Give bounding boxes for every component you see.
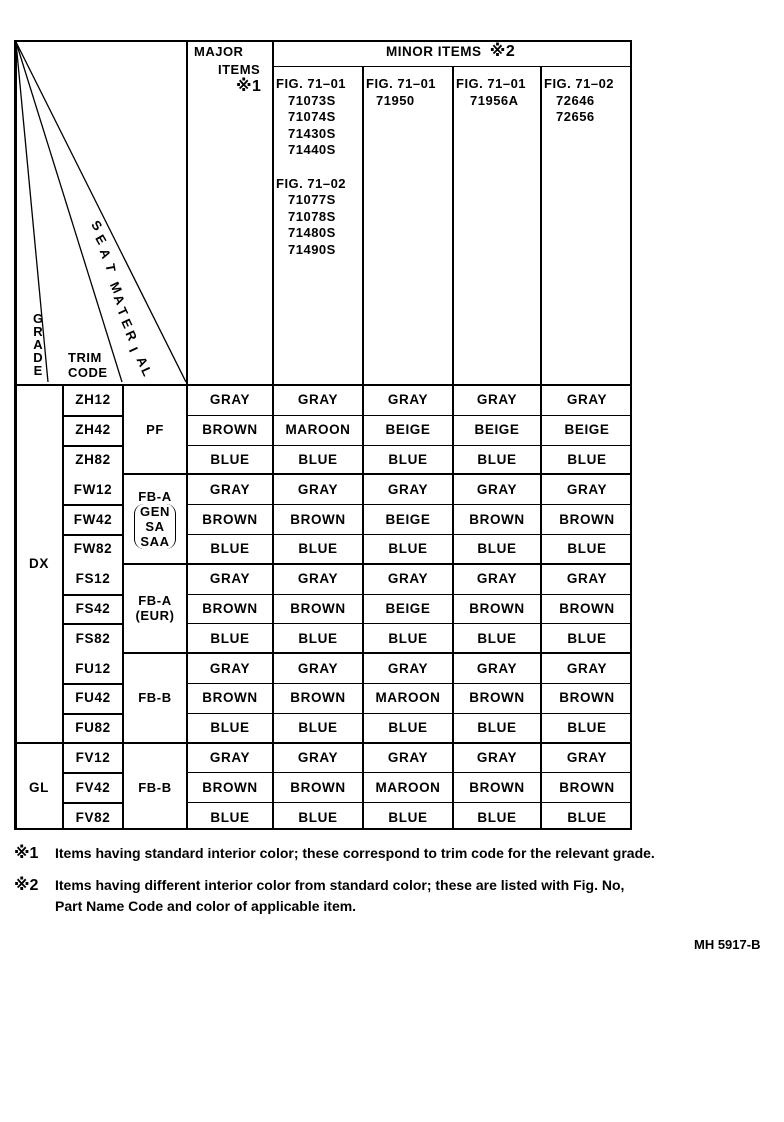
color-cell: BLUE [210,451,250,467]
color-cell: BLUE [298,809,338,825]
color-cell: GRAY [476,481,518,497]
grade-gl: GL [29,779,49,795]
table-left-border [14,40,17,830]
seat-material-cell [124,385,186,474]
seat-material-cell [124,653,186,742]
color-cell: GRAY [387,749,429,765]
color-cell: BLUE [210,720,250,736]
grade-dx: DX [29,556,49,572]
material-right-border [186,384,188,830]
trim-code-cell: FU82 [75,720,111,736]
color-cell: GRAY [566,392,608,408]
color-cell: BLUE [477,809,517,825]
fig-reference: FIG. 71–02 [544,76,615,91]
color-cell: MAROON [375,779,441,795]
material-letter: R [122,328,141,344]
trim-row-divider [62,623,122,625]
material-letter: L [138,364,156,379]
color-cell: MAROON [375,690,441,706]
color-cell: GRAY [566,749,608,765]
grade-letter: D [33,350,43,365]
color-cell: BROWN [469,690,525,706]
part-name-code: 72646 [556,92,595,108]
row-divider [186,772,632,773]
trim-row-divider [62,504,122,506]
trim-code-cell: ZH42 [75,422,111,438]
major-items-left-border [186,40,188,384]
color-cell: GRAY [387,660,429,676]
trim-row-divider [62,534,122,536]
minor-col-divider [362,66,364,830]
part-name-code: 71430S [288,125,336,141]
color-cell: BLUE [567,451,607,467]
trim-code-cell: FW12 [73,481,113,497]
note1-mark: ※1 [14,845,39,862]
color-cell: GRAY [297,392,339,408]
color-cell: BEIGE [385,511,431,527]
color-cell: BROWN [559,779,615,795]
color-cell: BLUE [388,451,428,467]
color-cell: BROWN [290,511,346,527]
color-cell: GRAY [209,481,251,497]
trim-code-cell: FS42 [75,600,111,616]
color-cell: GRAY [476,660,518,676]
row-divider [186,415,632,416]
minor-items-note-mark: ※2 [489,43,516,60]
color-cell: BROWN [559,690,615,706]
color-cell: BLUE [477,720,517,736]
color-cell: GRAY [476,749,518,765]
color-cell: BLUE [477,451,517,467]
part-name-code: 71077S [288,192,336,208]
color-cell: GRAY [476,392,518,408]
row-divider [186,445,632,446]
grade-right-border [62,384,64,830]
color-cell: BLUE [477,630,517,646]
trim-label-line1: TRIM [68,350,102,365]
grade-letter: G [32,311,44,326]
seat-letter: S [88,217,106,235]
color-cell: BLUE [298,451,338,467]
color-cell: GRAY [297,481,339,497]
trim-code-cell: FS12 [75,571,111,587]
minor-col1-left-border [272,40,274,830]
color-cell: BEIGE [474,422,520,438]
color-cell: BROWN [290,779,346,795]
part-name-code: 71956A [470,92,519,108]
group-divider [122,563,632,565]
major-items-note-mark: ※1 [236,78,262,95]
color-cell: GRAY [566,571,608,587]
fig-reference: FIG. 71–01 [366,76,437,91]
trim-code-cell: FV82 [75,809,111,825]
material-line: SAA [140,534,170,550]
trim-code-cell: FU42 [75,690,111,706]
color-cell: GRAY [387,571,429,587]
color-cell: MAROON [285,422,351,438]
fig-reference: FIG. 71–01 [276,76,347,91]
row-divider [186,713,632,714]
color-cell: GRAY [566,660,608,676]
fig-reference: FIG. 71–01 [456,76,527,91]
seat-letter: A [96,246,115,262]
material-line: SA [145,519,165,535]
color-cell: BROWN [202,422,258,438]
trim-row-divider [62,594,122,596]
row-divider [186,504,632,505]
color-cell: BLUE [210,630,250,646]
color-cell: GRAY [297,571,339,587]
grade-divider [14,742,122,744]
seat-material-cell [124,474,186,563]
part-name-code: 71440S [288,142,336,158]
color-cell: BLUE [298,541,338,557]
trim-code-cell: ZH82 [75,451,111,467]
part-name-code: 71074S [288,109,336,125]
part-name-code: 71480S [288,225,336,241]
trim-code-cell: FU12 [75,660,111,676]
color-cell: BLUE [388,720,428,736]
row-divider [186,683,632,684]
color-cell: BLUE [210,809,250,825]
trim-row-divider [62,713,122,715]
color-cell: GRAY [297,660,339,676]
material-line: FB-B [138,690,172,706]
color-cell: BROWN [202,600,258,616]
color-cell: BLUE [567,630,607,646]
grade-letter: E [33,363,43,378]
row-divider [186,534,632,535]
part-name-code: 71073S [288,92,336,108]
trim-row-divider [62,772,122,774]
material-line: FB-A [138,489,172,505]
color-cell: BLUE [567,720,607,736]
major-items-label-line1: MAJOR [194,44,244,59]
color-cell: GRAY [476,571,518,587]
trim-right-border [122,384,124,830]
row-divider [186,594,632,595]
fig-reference: FIG. 71–02 [276,175,347,191]
material-variants [134,504,176,549]
seat-letter: T [102,262,119,274]
material-letter: M [106,279,126,297]
note2-text-line2: Part Name Code and color of applicable item. [55,898,357,914]
color-cell: BROWN [469,600,525,616]
group-divider [122,652,632,654]
material-letter: E [118,316,136,332]
color-cell: BLUE [298,720,338,736]
minor-items-text: MINOR ITEMS [386,44,482,59]
color-cell: BROWN [290,600,346,616]
color-cell: GRAY [297,749,339,765]
seat-material-cell [124,743,186,832]
material-letter: A [133,354,152,370]
color-cell: BLUE [298,630,338,646]
trim-row-divider [62,445,122,447]
group-divider [122,742,632,744]
trim-code-cell: FV12 [75,749,111,765]
color-cell: GRAY [566,481,608,497]
row-divider [186,623,632,624]
trim-row-divider [62,683,122,685]
material-line: (EUR) [135,608,175,624]
trim-label-line2: CODE [68,365,108,380]
grade-letter: A [33,337,43,352]
color-cell: BLUE [567,541,607,557]
color-cell: GRAY [387,392,429,408]
note2-text-line1: Items having different interior color from standard color; these are listed with Fig. No, [55,877,625,893]
major-items-label-line2: ITEMS [218,62,261,77]
color-cell: BEIGE [385,422,431,438]
color-cell: BROWN [202,690,258,706]
color-cell: BLUE [388,630,428,646]
color-cell: GRAY [209,392,251,408]
material-letter: I [125,344,142,355]
material-line: FB-A [138,593,172,609]
part-name-code: 72656 [556,109,595,125]
color-cell: BROWN [469,511,525,527]
seat-letter: E [92,232,110,248]
color-cell: GRAY [387,481,429,497]
interior-color-table [14,40,632,830]
color-cell: BLUE [567,809,607,825]
material-line: PF [146,422,164,438]
color-cell: BROWN [202,511,258,527]
color-cell: BROWN [290,690,346,706]
color-cell: BLUE [477,541,517,557]
table-right-border [630,40,632,830]
part-name-code: 71950 [376,92,415,108]
color-cell: GRAY [209,571,251,587]
part-name-code: 71078S [288,208,336,224]
figure-code: MH 5917-B [694,937,761,952]
minor-col-divider [452,66,454,830]
color-cell: BLUE [388,809,428,825]
color-cell: GRAY [209,660,251,676]
trim-code-cell: FV42 [75,779,111,795]
color-cell: BEIGE [385,600,431,616]
seat-material-cell [124,564,186,653]
row-divider [186,802,632,803]
color-cell: BROWN [469,779,525,795]
color-cell: GRAY [209,749,251,765]
color-cell: BLUE [388,541,428,557]
part-name-code: 71490S [288,242,336,257]
trim-row-divider [62,802,122,804]
material-letter: A [110,292,129,308]
note2-mark: ※2 [14,877,39,894]
trim-code-cell: ZH12 [75,392,111,408]
table-top-border [14,40,632,42]
trim-code-cell: FW82 [73,541,113,557]
color-cell: BROWN [202,779,258,795]
trim-code-header-label [68,350,108,380]
trim-row-divider [62,415,122,417]
minor-col-divider [540,66,542,830]
color-cell: BROWN [559,600,615,616]
trim-code-cell: FW42 [73,511,113,527]
note1-text: Items having standard interior color; these correspond to trim code for the relevant grade. [55,845,655,861]
color-cell: BROWN [559,511,615,527]
material-line: FB-B [138,779,172,795]
material-line: GEN [140,504,170,520]
grade-letter: R [33,324,43,339]
group-divider [122,473,632,475]
grade-header-label [31,312,45,377]
color-cell: BEIGE [564,422,610,438]
minor-items-label [386,44,515,60]
color-cell: BLUE [210,541,250,557]
trim-code-cell: FS82 [75,630,111,646]
material-letter: T [114,304,132,319]
